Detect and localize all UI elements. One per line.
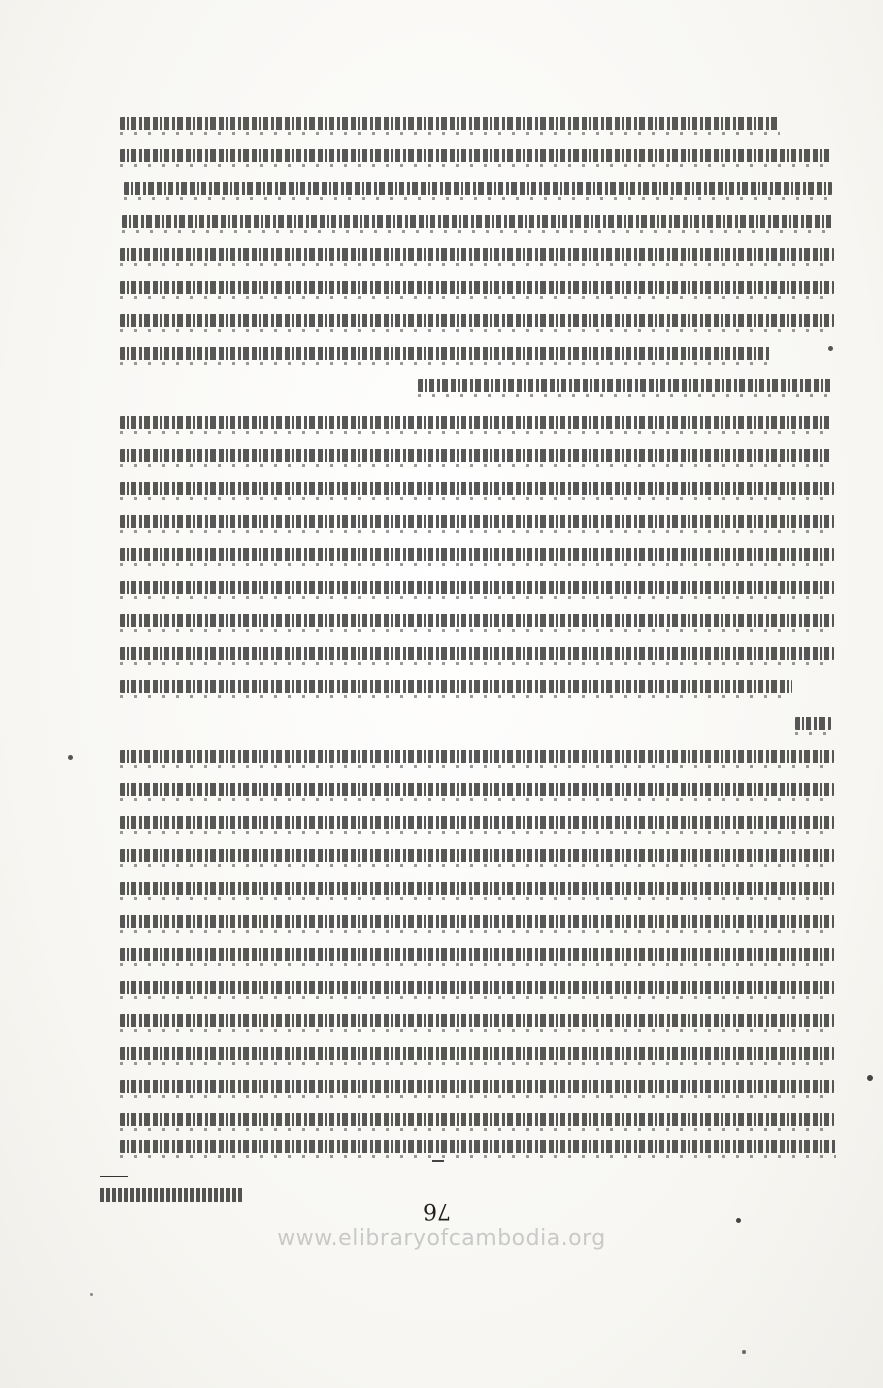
text-line: [120, 347, 770, 360]
text-line: [120, 248, 834, 261]
text-line: [120, 449, 832, 462]
text-line: [120, 849, 834, 862]
text-line: [120, 581, 834, 594]
text-line: [120, 816, 834, 829]
text-line: [120, 548, 834, 561]
text-line: [120, 915, 834, 928]
footnote-text: [100, 1188, 242, 1202]
text-line: [120, 1047, 834, 1060]
text-line: [120, 981, 834, 994]
text-line: [120, 482, 834, 495]
text-line: [120, 515, 834, 528]
text-line: [122, 215, 834, 228]
text-line: [120, 614, 834, 627]
page-number: 76: [423, 1198, 451, 1223]
footnote-rule: [100, 1176, 128, 1177]
text-line: [120, 1080, 834, 1093]
scan-speck: [90, 1293, 93, 1296]
scan-speck: [736, 1218, 741, 1223]
text-line: [120, 882, 834, 895]
text-line: [124, 182, 832, 195]
text-line: [120, 1014, 834, 1027]
text-line: [120, 680, 792, 693]
text-line: [795, 717, 831, 730]
text-line: [120, 783, 834, 796]
scan-speck: [742, 1350, 746, 1354]
text-line: [120, 1140, 836, 1153]
scan-speck: [828, 346, 833, 351]
separator-dash: [432, 1160, 444, 1162]
text-line: [120, 750, 834, 763]
text-line: [418, 379, 832, 392]
text-line: [120, 647, 834, 660]
text-line: [120, 117, 780, 130]
text-line: [120, 281, 834, 294]
text-line: [120, 149, 830, 162]
text-line: [120, 314, 834, 327]
text-line: [120, 1113, 834, 1126]
text-line: [120, 416, 832, 429]
scan-speck: [867, 1075, 873, 1081]
scan-speck: [68, 755, 73, 760]
text-line: [120, 948, 834, 961]
watermark: www.elibraryofcambodia.org: [277, 1226, 606, 1251]
